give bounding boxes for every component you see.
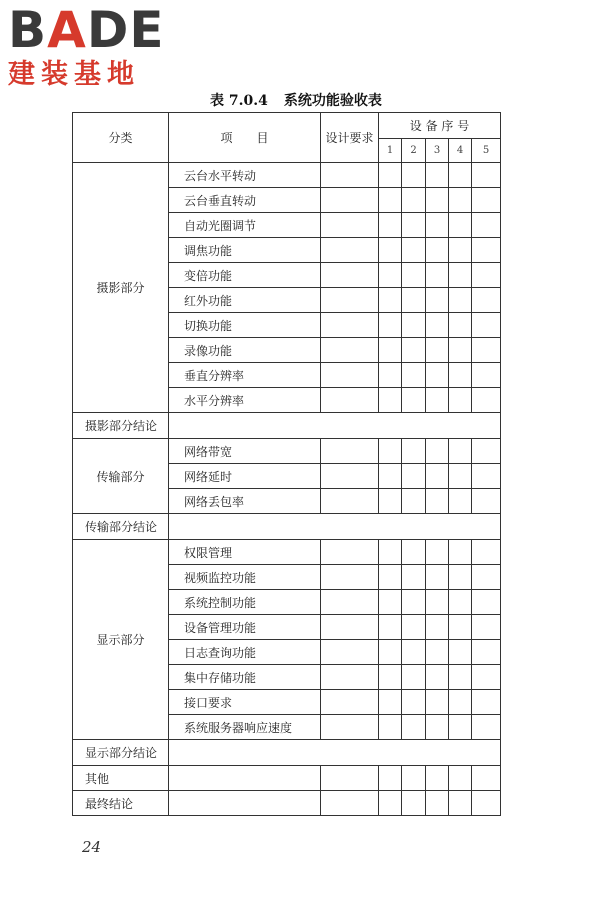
value-cell[interactable] [402,263,426,288]
value-cell[interactable] [472,213,501,238]
value-cell[interactable] [449,163,472,188]
value-cell[interactable] [321,188,379,213]
value-cell[interactable] [402,313,426,338]
item-cell: 网络丢包率 [169,489,321,514]
header-seq-1: 1 [379,139,402,163]
value-cell[interactable] [379,665,402,690]
value-cell[interactable] [472,163,501,188]
value-cell[interactable] [472,565,501,590]
value-cell[interactable] [402,388,426,413]
value-cell[interactable] [449,213,472,238]
item-cell: 集中存储功能 [169,665,321,690]
value-cell[interactable] [379,715,402,740]
footer-value-cell[interactable] [402,791,426,816]
item-cell: 网络带宽 [169,439,321,464]
item-cell: 红外功能 [169,288,321,313]
value-cell[interactable] [379,363,402,388]
value-cell[interactable] [449,615,472,640]
value-cell[interactable] [321,363,379,388]
value-cell[interactable] [426,665,449,690]
value-cell[interactable] [426,288,449,313]
item-cell: 网络延时 [169,464,321,489]
item-cell: 切换功能 [169,313,321,338]
value-cell[interactable] [402,540,426,565]
value-cell[interactable] [449,338,472,363]
value-cell[interactable] [426,690,449,715]
value-cell[interactable] [402,288,426,313]
value-cell[interactable] [472,540,501,565]
value-cell[interactable] [402,188,426,213]
header-category: 分类 [73,113,169,163]
value-cell[interactable] [449,540,472,565]
value-cell[interactable] [426,163,449,188]
value-cell[interactable] [402,565,426,590]
value-cell[interactable] [321,163,379,188]
value-cell[interactable] [472,263,501,288]
value-cell[interactable] [472,464,501,489]
value-cell[interactable] [426,640,449,665]
item-cell: 录像功能 [169,338,321,363]
footer-value-cell[interactable] [402,766,426,791]
value-cell[interactable] [449,565,472,590]
value-cell[interactable] [379,640,402,665]
footer-value-cell[interactable] [449,791,472,816]
item-cell: 设备管理功能 [169,615,321,640]
item-cell: 系统控制功能 [169,590,321,615]
value-cell[interactable] [426,213,449,238]
value-cell[interactable] [426,489,449,514]
conclusion-value-cell[interactable] [169,413,501,439]
value-cell[interactable] [379,238,402,263]
value-cell[interactable] [449,640,472,665]
value-cell[interactable] [321,715,379,740]
value-cell[interactable] [426,313,449,338]
value-cell[interactable] [472,590,501,615]
value-cell[interactable] [379,464,402,489]
value-cell[interactable] [402,338,426,363]
footer-value-cell[interactable] [169,791,321,816]
value-cell[interactable] [449,439,472,464]
item-cell: 调焦功能 [169,238,321,263]
header-seq-3: 3 [426,139,449,163]
value-cell[interactable] [321,439,379,464]
value-cell[interactable] [379,590,402,615]
value-cell[interactable] [402,715,426,740]
value-cell[interactable] [449,363,472,388]
value-cell[interactable] [379,388,402,413]
value-cell[interactable] [472,615,501,640]
item-cell: 系统服务器响应速度 [169,715,321,740]
item-cell: 水平分辨率 [169,388,321,413]
value-cell[interactable] [402,665,426,690]
footer-value-cell[interactable] [321,791,379,816]
conclusion-label: 摄影部分结论 [73,413,169,439]
value-cell[interactable] [321,590,379,615]
value-cell[interactable] [402,213,426,238]
value-cell[interactable] [321,640,379,665]
value-cell[interactable] [426,188,449,213]
value-cell[interactable] [426,338,449,363]
conclusion-row [73,413,501,439]
footer-value-cell[interactable] [472,791,501,816]
value-cell[interactable] [379,263,402,288]
value-cell[interactable] [321,338,379,363]
value-cell[interactable] [379,489,402,514]
table-row [73,439,501,464]
value-cell[interactable] [402,363,426,388]
value-cell[interactable] [402,238,426,263]
header-device-sequence: 设 备 序 号 [379,113,501,139]
conclusion-label: 传输部分结论 [73,514,169,540]
item-cell: 接口要求 [169,690,321,715]
value-cell[interactable] [402,163,426,188]
value-cell[interactable] [379,313,402,338]
header-item: 项 目 [169,113,321,163]
table-number: 表 7.0.4 [210,93,268,109]
value-cell[interactable] [321,238,379,263]
value-cell[interactable] [472,238,501,263]
value-cell[interactable] [426,540,449,565]
header-design-requirement: 设计要求 [321,113,379,163]
footer-label: 最终结论 [73,791,169,816]
logo-subtitle: 建装基地 [8,59,140,90]
value-cell[interactable] [472,690,501,715]
value-cell[interactable] [379,288,402,313]
page-number: 24 [82,838,102,856]
value-cell[interactable] [321,540,379,565]
item-cell: 变倍功能 [169,263,321,288]
category-cell: 显示部分 [73,540,169,740]
value-cell[interactable] [472,313,501,338]
conclusion-row [73,740,501,766]
header-seq-5: 5 [472,139,501,163]
value-cell[interactable] [402,439,426,464]
value-cell[interactable] [402,640,426,665]
value-cell[interactable] [426,363,449,388]
value-cell[interactable] [472,665,501,690]
value-cell[interactable] [472,388,501,413]
category-cell: 摄影部分 [73,163,169,413]
value-cell[interactable] [321,263,379,288]
value-cell[interactable] [321,313,379,338]
acceptance-table [72,112,501,816]
brand-logo [8,1,165,92]
value-cell[interactable] [426,565,449,590]
conclusion-value-cell[interactable] [169,740,501,766]
value-cell[interactable] [379,163,402,188]
value-cell[interactable] [379,213,402,238]
value-cell[interactable] [321,388,379,413]
item-cell: 权限管理 [169,540,321,565]
logo-wordmark: BADE [8,1,165,59]
value-cell[interactable] [426,263,449,288]
value-cell[interactable] [472,288,501,313]
value-cell[interactable] [472,715,501,740]
value-cell[interactable] [321,690,379,715]
value-cell[interactable] [379,565,402,590]
value-cell[interactable] [449,238,472,263]
footer-row [73,791,501,816]
value-cell[interactable] [379,540,402,565]
value-cell[interactable] [472,489,501,514]
value-cell[interactable] [472,439,501,464]
value-cell[interactable] [402,590,426,615]
value-cell[interactable] [449,313,472,338]
value-cell[interactable] [449,489,472,514]
value-cell[interactable] [379,615,402,640]
value-cell[interactable] [321,665,379,690]
value-cell[interactable] [321,565,379,590]
footer-value-cell[interactable] [426,791,449,816]
value-cell[interactable] [449,665,472,690]
item-cell: 自动光圈调节 [169,213,321,238]
value-cell[interactable] [449,464,472,489]
value-cell[interactable] [321,288,379,313]
value-cell[interactable] [379,338,402,363]
table-row [73,540,501,565]
footer-value-cell[interactable] [321,766,379,791]
value-cell[interactable] [321,464,379,489]
footer-value-cell[interactable] [169,766,321,791]
value-cell[interactable] [449,590,472,615]
footer-value-cell[interactable] [472,766,501,791]
header-seq-2: 2 [402,139,426,163]
value-cell[interactable] [472,640,501,665]
value-cell[interactable] [426,590,449,615]
conclusion-row [73,514,501,540]
value-cell[interactable] [402,690,426,715]
header-row [73,113,501,139]
value-cell[interactable] [472,338,501,363]
value-cell[interactable] [449,715,472,740]
footer-value-cell[interactable] [379,791,402,816]
conclusion-label: 显示部分结论 [73,740,169,766]
value-cell[interactable] [449,388,472,413]
value-cell[interactable] [321,213,379,238]
value-cell[interactable] [426,464,449,489]
value-cell[interactable] [426,439,449,464]
item-cell: 日志查询功能 [169,640,321,665]
value-cell[interactable] [426,388,449,413]
value-cell[interactable] [472,188,501,213]
table-row [73,163,501,188]
value-cell[interactable] [321,489,379,514]
header-seq-4: 4 [449,139,472,163]
value-cell[interactable] [426,615,449,640]
value-cell[interactable] [449,288,472,313]
value-cell[interactable] [449,263,472,288]
item-cell: 云台水平转动 [169,163,321,188]
footer-value-cell[interactable] [379,766,402,791]
value-cell[interactable] [426,715,449,740]
footer-value-cell[interactable] [449,766,472,791]
value-cell[interactable] [402,615,426,640]
value-cell[interactable] [426,238,449,263]
conclusion-value-cell[interactable] [169,514,501,540]
item-cell: 垂直分辨率 [169,363,321,388]
value-cell[interactable] [449,690,472,715]
footer-label: 其他 [73,766,169,791]
table-caption [210,90,382,110]
value-cell[interactable] [379,188,402,213]
item-cell: 云台垂直转动 [169,188,321,213]
value-cell[interactable] [402,489,426,514]
value-cell[interactable] [379,439,402,464]
table-title: 系统功能验收表 [283,93,382,109]
footer-row [73,766,501,791]
value-cell[interactable] [449,188,472,213]
value-cell[interactable] [379,690,402,715]
value-cell[interactable] [321,615,379,640]
value-cell[interactable] [472,363,501,388]
value-cell[interactable] [402,464,426,489]
item-cell: 视频监控功能 [169,565,321,590]
footer-value-cell[interactable] [426,766,449,791]
category-cell: 传输部分 [73,439,169,514]
